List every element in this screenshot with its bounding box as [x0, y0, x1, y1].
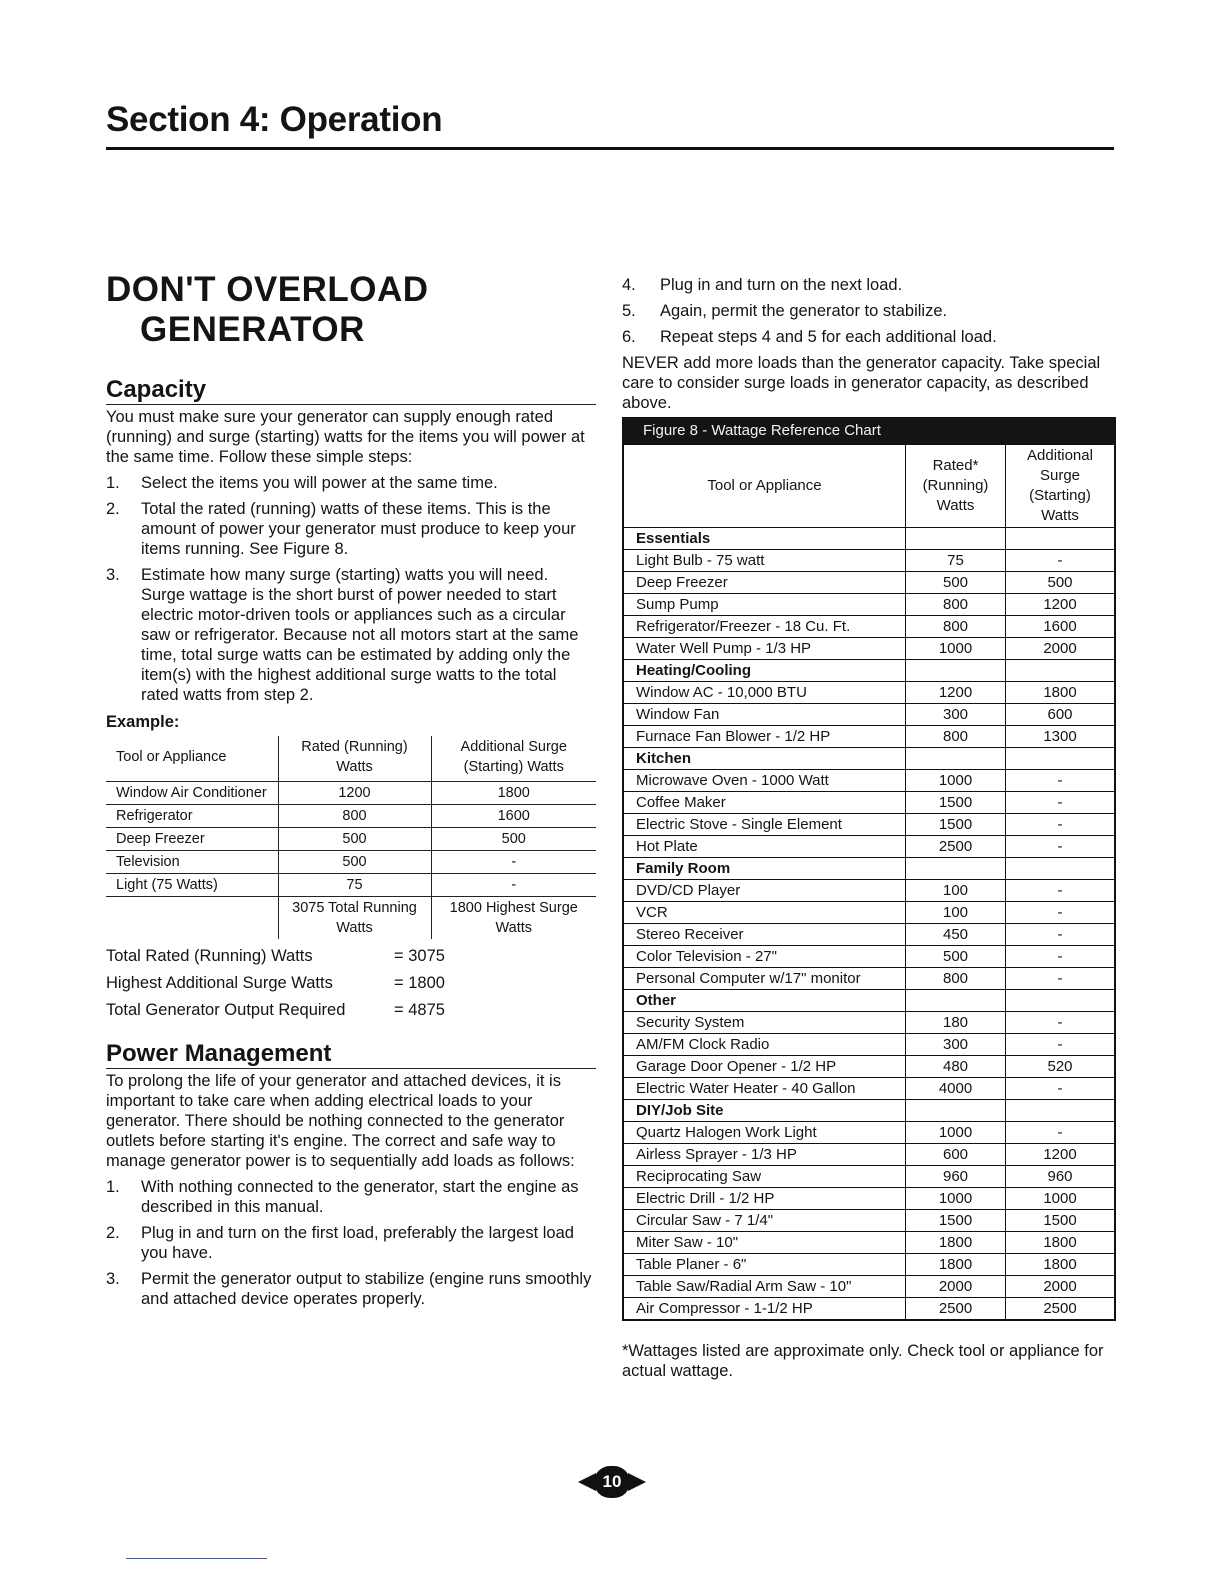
- wattage-item-name: AM/FM Clock Radio: [624, 1034, 906, 1056]
- table-row: [624, 968, 1115, 990]
- header-rule: [106, 147, 1114, 150]
- table-row: [624, 1276, 1115, 1298]
- wattage-item-name: Furnace Fan Blower - 1/2 HP: [624, 726, 906, 748]
- main-heading-line1: DON'T OVERLOAD: [106, 270, 429, 309]
- table-row: [624, 704, 1115, 726]
- wattage-rated: 450: [906, 924, 1006, 946]
- table-row: [624, 1144, 1115, 1166]
- wattage-table: [623, 444, 1115, 1320]
- wattage-surge: -: [1006, 814, 1115, 836]
- wattage-rated: 1500: [906, 792, 1006, 814]
- wattage-surge: -: [1006, 968, 1115, 990]
- table-row: [624, 814, 1115, 836]
- figure-caption: Figure 8 - Wattage Reference Chart: [623, 418, 1115, 444]
- capacity-step: 2. Total the rated (running) watts of these items. This is the amount of power your generator must produce to keep your items running. See Figure 8.: [106, 500, 576, 558]
- pm-step: 2. Plug in and turn on the first load, preferably the largest load you have.: [106, 1224, 574, 1262]
- calc-row: Total Rated (Running) Watts = 3075: [106, 947, 445, 965]
- table-row: [624, 1078, 1115, 1100]
- overload-warning: NEVER add more loads than the generator capacity. Take special care to consider surge loads in generator capacity, as described above.: [622, 354, 1101, 412]
- wattage-surge: -: [1006, 924, 1115, 946]
- capacity-heading: Capacity: [106, 376, 596, 405]
- wattage-category: Kitchen: [624, 748, 906, 770]
- wattage-surge: 600: [1006, 704, 1115, 726]
- table-row: [624, 1056, 1115, 1078]
- wattage-empty-cell: [906, 858, 1006, 880]
- power-management-steps-continued: [622, 275, 1114, 347]
- calc-row: Total Generator Output Required = 4875: [106, 1001, 445, 1019]
- wattage-category: Heating/Cooling: [624, 660, 906, 682]
- example-totals-row: 3075 Total Running Watts 1800 Highest Surge Watts: [106, 897, 596, 940]
- wattage-rated: 300: [906, 1034, 1006, 1056]
- wattage-rated: 1000: [906, 1122, 1006, 1144]
- wattage-rated: 1500: [906, 1210, 1006, 1232]
- wattage-rated: 480: [906, 1056, 1006, 1078]
- table-row: Window Air Conditioner 1200 1800: [106, 782, 596, 805]
- capacity-steps: [106, 473, 596, 705]
- wattage-item-name: Security System: [624, 1012, 906, 1034]
- table-row: Refrigerator 800 1600: [106, 805, 596, 828]
- pm-step: 3. Permit the generator output to stabilize (engine runs smoothly and attached device operates properly.: [106, 1270, 592, 1308]
- wattage-item-name: Electric Water Heater - 40 Gallon: [624, 1078, 906, 1100]
- table-row: [624, 1166, 1115, 1188]
- wattage-empty-cell: [1006, 858, 1115, 880]
- wattage-chart: [622, 417, 1116, 1321]
- wattage-item-name: Refrigerator/Freezer - 18 Cu. Ft.: [624, 616, 906, 638]
- wattage-rated: 600: [906, 1144, 1006, 1166]
- wattage-surge: 500: [1006, 572, 1115, 594]
- wattage-item-name: Window Fan: [624, 704, 906, 726]
- wattage-rated: 800: [906, 594, 1006, 616]
- wattage-surge: -: [1006, 902, 1115, 924]
- example-col-header: Tool or Appliance: [116, 749, 227, 765]
- wattage-body: [624, 528, 1115, 1320]
- wattage-surge: 2000: [1006, 638, 1115, 660]
- table-row: [624, 770, 1115, 792]
- capacity-step: 3. Estimate how many surge (starting) watts you will need. Surge wattage is the short burst of power needed to start electric motor-driven tools or appliances such as a circular saw or refrigerator. Because not all motors start at the same time, total surge watts can be estimated by adding only the item(s) with the highest additional surge watts to the total rated watts from step 2.: [106, 566, 579, 704]
- wattage-empty-cell: [906, 528, 1006, 550]
- wattage-rated: 2000: [906, 1276, 1006, 1298]
- wattage-col-header: Tool or Appliance: [624, 445, 906, 528]
- capacity-intro: You must make sure your generator can supply enough rated (running) and surge (starting) watts for the items you will power at the same time. Follow these simple steps:: [106, 408, 585, 466]
- table-row: [624, 594, 1115, 616]
- table-row: [624, 572, 1115, 594]
- wattage-rated: 2500: [906, 1298, 1006, 1320]
- wattage-surge: -: [1006, 792, 1115, 814]
- wattage-empty-cell: [1006, 528, 1115, 550]
- wattage-category: Other: [624, 990, 906, 1012]
- wattage-rated: 800: [906, 726, 1006, 748]
- power-management-intro: To prolong the life of your generator and attached devices, it is important to take care when adding electrical loads to your generator. There should be nothing connected to the generator outlets before starting it's engine. The correct and safe way to manage generator power is to sequentially add loads as follows:: [106, 1072, 575, 1170]
- wattage-rated: 500: [906, 946, 1006, 968]
- wattage-category-row: [624, 1100, 1115, 1122]
- wattage-empty-cell: [906, 748, 1006, 770]
- table-row: [624, 1012, 1115, 1034]
- wattage-surge: 2000: [1006, 1276, 1115, 1298]
- wattage-rated: 960: [906, 1166, 1006, 1188]
- wattage-item-name: Table Saw/Radial Arm Saw - 10": [624, 1276, 906, 1298]
- table-row: Light (75 Watts) 75 -: [106, 874, 596, 897]
- wattage-item-name: VCR: [624, 902, 906, 924]
- example-calculation: [106, 943, 596, 1024]
- wattage-empty-cell: [906, 990, 1006, 1012]
- wattage-rated: 1500: [906, 814, 1006, 836]
- table-row: [624, 616, 1115, 638]
- wattage-item-name: Window AC - 10,000 BTU: [624, 682, 906, 704]
- wattage-item-name: Microwave Oven - 1000 Watt: [624, 770, 906, 792]
- example-col-header: Additional Surge (Starting) Watts: [431, 736, 596, 782]
- table-row: [624, 1232, 1115, 1254]
- wattage-surge: -: [1006, 1012, 1115, 1034]
- wattage-col-header: Rated* (Running) Watts: [906, 445, 1006, 528]
- wattage-empty-cell: [1006, 660, 1115, 682]
- wattage-rated: 1000: [906, 1188, 1006, 1210]
- wattage-item-name: DVD/CD Player: [624, 880, 906, 902]
- wattage-surge: 1800: [1006, 1254, 1115, 1276]
- wattage-item-name: Airless Sprayer - 1/3 HP: [624, 1144, 906, 1166]
- page-number-badge: [578, 1465, 646, 1499]
- wattage-empty-cell: [1006, 990, 1115, 1012]
- wattage-surge: -: [1006, 836, 1115, 858]
- wattage-item-name: Garage Door Opener - 1/2 HP: [624, 1056, 906, 1078]
- wattage-item-name: Stereo Receiver: [624, 924, 906, 946]
- wattage-header-row: [624, 445, 1115, 528]
- example-label: Example:: [106, 713, 180, 731]
- wattage-surge: 1200: [1006, 1144, 1115, 1166]
- wattage-category: DIY/Job Site: [624, 1100, 906, 1122]
- table-row: [624, 638, 1115, 660]
- wattage-surge: 1800: [1006, 682, 1115, 704]
- wattage-surge: -: [1006, 770, 1115, 792]
- pm-step: 5. Again, permit the generator to stabilize.: [622, 302, 948, 320]
- wattage-empty-cell: [906, 660, 1006, 682]
- wattage-category-row: [624, 990, 1115, 1012]
- wattage-item-name: Personal Computer w/17" monitor: [624, 968, 906, 990]
- wattage-surge: -: [1006, 1122, 1115, 1144]
- wattage-category-row: [624, 748, 1115, 770]
- main-heading-line2: GENERATOR: [140, 310, 365, 349]
- table-row: [624, 902, 1115, 924]
- wattage-item-name: Air Compressor - 1-1/2 HP: [624, 1298, 906, 1320]
- wattage-item-name: Hot Plate: [624, 836, 906, 858]
- wattage-surge: -: [1006, 1034, 1115, 1056]
- wattage-surge: -: [1006, 1078, 1115, 1100]
- main-heading: [106, 270, 596, 350]
- wattage-rated: 500: [906, 572, 1006, 594]
- table-row: [624, 1034, 1115, 1056]
- wattage-item-name: Circular Saw - 7 1/4": [624, 1210, 906, 1232]
- table-row: [624, 1298, 1115, 1320]
- example-col-header: Rated (Running) Watts: [278, 736, 431, 782]
- wattage-item-name: Miter Saw - 10": [624, 1232, 906, 1254]
- wattage-category: Essentials: [624, 528, 906, 550]
- table-row: Television 500 -: [106, 851, 596, 874]
- table-row: [624, 726, 1115, 748]
- wattage-empty-cell: [1006, 1100, 1115, 1122]
- wattage-surge: 1600: [1006, 616, 1115, 638]
- wattage-rated: 1000: [906, 638, 1006, 660]
- wattage-surge: 960: [1006, 1166, 1115, 1188]
- wattage-rated: 4000: [906, 1078, 1006, 1100]
- calc-row: Highest Additional Surge Watts = 1800: [106, 974, 445, 992]
- table-row: [624, 946, 1115, 968]
- wattage-rated: 1000: [906, 770, 1006, 792]
- arrow-right-icon: [628, 1473, 646, 1491]
- right-column: [622, 275, 1114, 1398]
- page-number: 10: [594, 1466, 630, 1498]
- wattage-category-row: [624, 528, 1115, 550]
- power-management-steps: [106, 1177, 596, 1309]
- wattage-rated: 1800: [906, 1254, 1006, 1276]
- wattage-rated: 100: [906, 902, 1006, 924]
- wattage-empty-cell: [906, 1100, 1006, 1122]
- wattage-rated: 180: [906, 1012, 1006, 1034]
- wattage-surge: 1300: [1006, 726, 1115, 748]
- wattage-rated: 800: [906, 616, 1006, 638]
- wattage-item-name: Quartz Halogen Work Light: [624, 1122, 906, 1144]
- wattage-surge: 1800: [1006, 1232, 1115, 1254]
- table-row: [624, 836, 1115, 858]
- pm-step: 6. Repeat steps 4 and 5 for each additional load.: [622, 328, 997, 346]
- wattage-col-header: Additional Surge (Starting) Watts: [1006, 445, 1115, 528]
- wattage-item-name: Water Well Pump - 1/3 HP: [624, 638, 906, 660]
- wattage-item-name: Deep Freezer: [624, 572, 906, 594]
- wattage-surge: -: [1006, 550, 1115, 572]
- wattage-item-name: Color Television - 27": [624, 946, 906, 968]
- table-row: [624, 880, 1115, 902]
- example-header-row: [106, 736, 596, 782]
- wattage-category-row: [624, 858, 1115, 880]
- wattage-rated: 2500: [906, 836, 1006, 858]
- table-row: [624, 1210, 1115, 1232]
- wattage-rated: 800: [906, 968, 1006, 990]
- wattage-item-name: Reciprocating Saw: [624, 1166, 906, 1188]
- wattage-surge: -: [1006, 946, 1115, 968]
- wattage-surge: 1200: [1006, 594, 1115, 616]
- wattage-surge: 1000: [1006, 1188, 1115, 1210]
- wattage-empty-cell: [1006, 748, 1115, 770]
- wattage-footnote: *Wattages listed are approximate only. Check tool or appliance for actual wattage.: [622, 1342, 1104, 1380]
- table-row: [624, 924, 1115, 946]
- wattage-item-name: Electric Drill - 1/2 HP: [624, 1188, 906, 1210]
- table-row: [624, 1188, 1115, 1210]
- wattage-category-row: [624, 660, 1115, 682]
- example-table: [106, 736, 596, 939]
- power-management-heading: Power Management: [106, 1040, 596, 1069]
- wattage-item-name: Coffee Maker: [624, 792, 906, 814]
- wattage-surge: 1500: [1006, 1210, 1115, 1232]
- wattage-rated: 100: [906, 880, 1006, 902]
- wattage-item-name: Sump Pump: [624, 594, 906, 616]
- wattage-item-name: Electric Stove - Single Element: [624, 814, 906, 836]
- table-row: Deep Freezer 500 500: [106, 828, 596, 851]
- table-row: [624, 682, 1115, 704]
- wattage-item-name: Light Bulb - 75 watt: [624, 550, 906, 572]
- wattage-surge: 2500: [1006, 1298, 1115, 1320]
- wattage-surge: -: [1006, 880, 1115, 902]
- pm-step: 4. Plug in and turn on the next load.: [622, 276, 903, 294]
- table-row: [624, 1254, 1115, 1276]
- capacity-step: 1. Select the items you will power at the same time.: [106, 474, 498, 492]
- table-row: [624, 550, 1115, 572]
- wattage-rated: 1800: [906, 1232, 1006, 1254]
- wattage-category: Family Room: [624, 858, 906, 880]
- wattage-rated: 75: [906, 550, 1006, 572]
- wattage-rated: 300: [906, 704, 1006, 726]
- pm-step: 1. With nothing connected to the generator, start the engine as described in this manual.: [106, 1178, 579, 1216]
- wattage-item-name: Table Planer - 6": [624, 1254, 906, 1276]
- bottom-rule: [126, 1558, 267, 1559]
- left-column: [106, 270, 596, 1315]
- table-row: [624, 1122, 1115, 1144]
- table-row: [624, 792, 1115, 814]
- section-title: Section 4: Operation: [106, 100, 443, 139]
- wattage-surge: 520: [1006, 1056, 1115, 1078]
- wattage-rated: 1200: [906, 682, 1006, 704]
